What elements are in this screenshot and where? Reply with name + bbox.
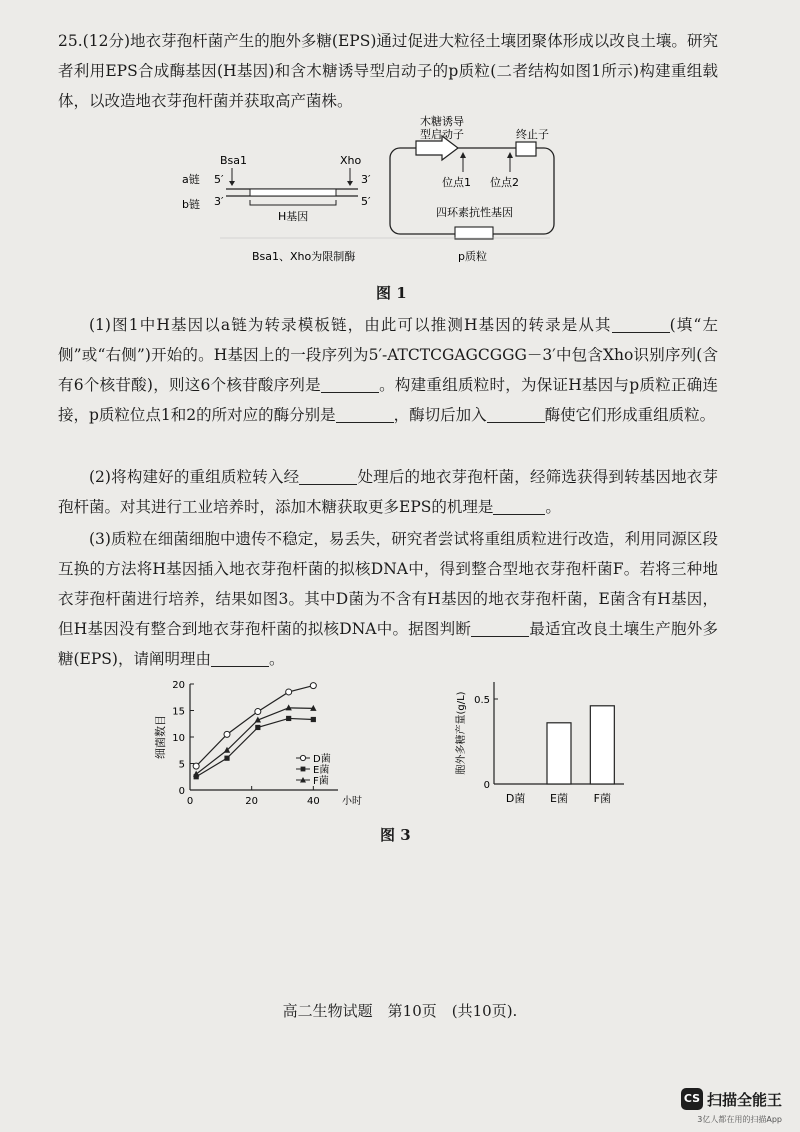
promoter-label-line1: 木糖诱导 (420, 115, 464, 128)
legend-marker (300, 755, 305, 760)
x-axis-label: 小时 (342, 796, 362, 807)
data-point (255, 725, 260, 730)
answer-blank-8[interactable] (211, 648, 269, 667)
part3-text-c: 。 (268, 650, 285, 668)
series-line-2 (196, 708, 313, 774)
answer-blank-3[interactable] (336, 404, 394, 423)
site2-arrowhead (507, 152, 513, 158)
strand-a-label: a链 (182, 173, 200, 186)
plasmid-label: p质粒 (458, 250, 487, 263)
figure-1 (180, 110, 560, 310)
site2-label: 位点2 (490, 176, 519, 189)
page-footer: 高二生物试题 第10页 (共10页). (282, 1002, 518, 1020)
data-point (193, 763, 199, 769)
data-point (224, 731, 230, 737)
data-point (310, 683, 316, 689)
legend-marker (301, 767, 306, 772)
figure-1-caption: 图 1 (376, 284, 407, 302)
question-part-2 (58, 462, 718, 522)
bar-F菌 (590, 706, 614, 784)
data-point (286, 689, 292, 695)
part2-text-b: 处理后的地衣芽孢杆菌，经筛选获得到转基因地衣芽孢杆菌。对其进行工业培养时，添加木糖获取更多EPS的机理是 (58, 468, 718, 516)
y-tick-label: 15 (172, 706, 185, 718)
category-label: E菌 (550, 792, 568, 805)
scanner-name: 扫描全能王 (706, 1090, 782, 1109)
answer-blank-1[interactable] (612, 314, 670, 333)
y-axis-label: 胞外多糖产量(g/L) (456, 691, 467, 775)
plasmid-ring (390, 148, 554, 234)
tet-gene-box (455, 227, 493, 239)
question-part-1 (58, 310, 718, 430)
scanner-tagline: 3亿人都在用的扫描App (697, 1115, 782, 1124)
strand-a-5prime: 5′ (214, 173, 224, 186)
legend-label: D菌 (313, 754, 331, 765)
data-point (224, 756, 229, 761)
x-tick-label: 40 (306, 796, 320, 807)
strand-b-3prime: 3′ (214, 195, 224, 208)
bar-E菌 (547, 723, 571, 784)
series-line-0 (196, 686, 313, 767)
h-gene-bracket (250, 200, 336, 205)
question-score: (12分) (82, 32, 131, 50)
question-number: 25. (58, 32, 83, 50)
category-label: D菌 (505, 792, 526, 805)
bsa1-label: Bsa1 (220, 154, 248, 167)
question-intro-text: 地衣芽孢杆菌产生的胞外多糖(EPS)通过促进大粒径土壤团聚体形成以改良土壤。研究者利用EPS合成酶基因(H基因)和含木糖诱导型启动子的p质粒(二者结构如图1所示)构建重组载体，以改造地衣芽孢杆菌并获取高产菌株。 (58, 32, 718, 110)
data-point (255, 709, 261, 715)
part3-text-b: 最适宜改良土壤生产胞外多糖(EPS)，请阐明理由 (58, 620, 718, 668)
xho-arrowhead (347, 181, 353, 186)
scanner-logo-icon: CS (681, 1088, 703, 1110)
question-part-3 (58, 524, 718, 674)
strand-a-3prime: 3′ (361, 173, 371, 186)
legend-label: F菌 (313, 776, 329, 787)
data-point (286, 716, 291, 721)
figure-3-caption: 图 3 (380, 826, 411, 844)
site1-label: 位点1 (442, 176, 471, 189)
h-gene-label: H基因 (278, 210, 309, 223)
part1-text-c: 。构建重组质粒时，为保证H基因与p质粒正确连接，p质粒位点1和2的所对应的酶分别是 (58, 376, 718, 424)
figure-3-line-chart (150, 672, 380, 820)
answer-blank-6[interactable] (493, 496, 545, 515)
site1-arrowhead (460, 152, 466, 158)
strand-b-label: b链 (182, 198, 200, 211)
category-label: F菌 (593, 792, 611, 805)
y-tick-label: 0 (178, 786, 185, 797)
answer-blank-2[interactable] (321, 374, 379, 393)
part3-text-a: (3)质粒在细菌细胞中遗传不稳定，易丢失，研究者尝试将重组质粒进行改造，利用同源区段互换的方法将H基因插入地衣芽孢杆菌的拟核DNA中，得到整合型地衣芽孢杆菌F。若将三种地衣芽孢杆菌进行培养，结果如图3。其中D菌为不含有H基因的地衣芽孢杆菌，E菌含有H基因，但H基因没有整合到地衣芽孢杆菌的拟核DNA中。据图判断 (58, 530, 718, 638)
y-tick-label: 20 (172, 680, 185, 691)
legend-label: E菌 (313, 765, 330, 776)
x-tick-label: 0 (186, 796, 194, 807)
data-point (193, 771, 199, 777)
part1-text-d: ，酶切后加入 (393, 406, 487, 424)
tet-gene-label: 四环素抗性基因 (436, 206, 513, 219)
answer-blank-7[interactable] (471, 618, 529, 637)
terminator-box (516, 142, 536, 156)
part1-text-e: 酶使它们形成重组质粒。 (544, 406, 716, 424)
xho-label: Xho (340, 154, 362, 167)
data-point (311, 717, 316, 722)
part2-text-a: (2)将构建好的重组质粒转入经 (89, 468, 300, 486)
promoter-label-line2: 型启动子 (420, 128, 464, 141)
strand-b-5prime: 5′ (361, 195, 371, 208)
part2-text-c: 。 (545, 498, 561, 516)
h-gene-box (250, 189, 336, 196)
figure-3-bar-chart (448, 672, 628, 820)
x-tick-label: 20 (245, 796, 259, 807)
terminator-label: 终止子 (516, 128, 549, 141)
part1-text-a: (1)图1中H基因以a链为转录模板链，由此可以推测H基因的转录是从其 (89, 316, 612, 334)
scanner-watermark (681, 1088, 782, 1124)
enzyme-note: Bsa1、Xho为限制酶 (252, 250, 356, 263)
part1-text-b: (填“左侧”或“右侧”)开始的。H基因上的一段序列为5′-ATCTCGAGCGGG－3′中包含Xho识别序列(含有6个核苷酸)，则这6个核苷酸序列是 (58, 316, 718, 394)
y-tick-label: 10 (172, 733, 185, 744)
bsa1-arrowhead (229, 181, 235, 186)
answer-blank-4[interactable] (487, 404, 545, 423)
y-tick-label: 0 (483, 780, 490, 791)
y-tick-label: 0.5 (474, 695, 490, 706)
question-intro (58, 26, 718, 116)
y-axis-label: 细菌数目 (154, 715, 167, 759)
answer-blank-5[interactable] (299, 466, 357, 485)
y-tick-label: 5 (178, 759, 185, 771)
